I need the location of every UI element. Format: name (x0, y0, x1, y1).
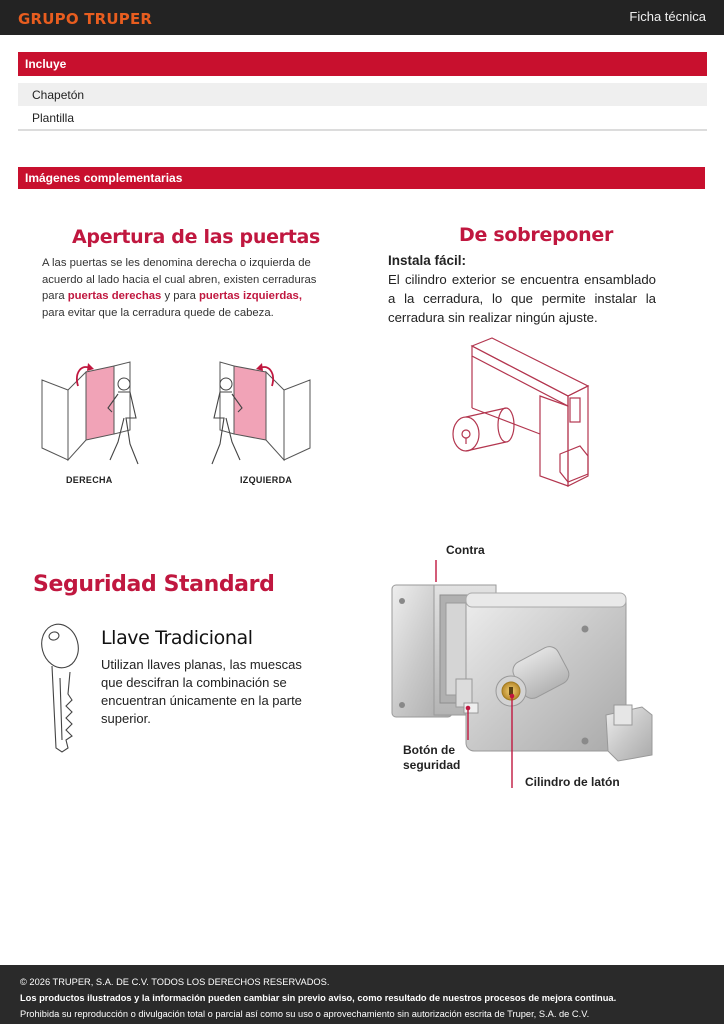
copyright-line: © 2026 TRUPER, S.A. DE C.V. TODOS LOS DERECHOS RESERVADOS. (20, 977, 330, 987)
brass-cylinder-callout: Cilindro de latón (525, 775, 620, 789)
left-door-illustration (204, 360, 314, 468)
brand-logo: GRUPO TRUPER (18, 10, 153, 28)
easy-install-subtitle: Instala fácil: (388, 253, 467, 268)
security-button-callout: Botón de seguridad (403, 743, 461, 772)
right-doors-highlight: puertas derechas (67, 290, 162, 302)
traditional-key-text: Utilizan llaves planas, las muescas que descifran la combinación se encuentran únicamente en la parte superior. (101, 657, 302, 726)
surface-mount-title: De sobreponer (459, 224, 614, 246)
right-door-illustration (38, 360, 148, 468)
document-type: Ficha técnica (629, 9, 706, 24)
include-item: Chapetón (18, 83, 707, 106)
lock-outline-drawing (448, 336, 598, 496)
footer (0, 965, 724, 1024)
right-door-label: DERECHA (66, 475, 113, 485)
images-section-header: Imágenes complementarias (18, 167, 705, 189)
door-opening-title: Apertura de las puertas (72, 226, 321, 248)
strike-plate-callout: Contra (446, 543, 485, 557)
includes-header: Incluye (18, 52, 707, 76)
surface-mount-text: El cilindro exterior se encuentra ensamblado a la cerradura, lo que permite instalar la cerradura sin realizar ningún ajuste. (388, 272, 656, 325)
reproduction-notice: Prohibida su reproducción o divulgación total o parcial así como su uso o aprovechamiento sin autorización escrita de Truper, S.A. de C.V. (20, 1009, 590, 1019)
door-opening-text: A las puertas se les denomina derecha o izquierda de acuerdo al lado hacia el cual abren, existen cerraduras para puertas derechas y para puertas izquierdas, para evitar que la cerradura quede de cabeza. (42, 257, 317, 319)
standard-security-title: Seguridad Standard (33, 572, 275, 597)
traditional-key-title: Llave Tradicional (101, 627, 253, 649)
top-bar (0, 0, 724, 35)
key-icon (38, 622, 90, 754)
left-doors-highlight: puertas izquierdas, (199, 290, 302, 302)
disclaimer-line: Los productos ilustrados y la información pueden cambiar sin previo aviso, como resultado de nuestros procesos de mejora continua. (20, 993, 617, 1003)
include-item: Plantilla (18, 106, 707, 131)
left-door-label: IZQUIERDA (240, 475, 293, 485)
